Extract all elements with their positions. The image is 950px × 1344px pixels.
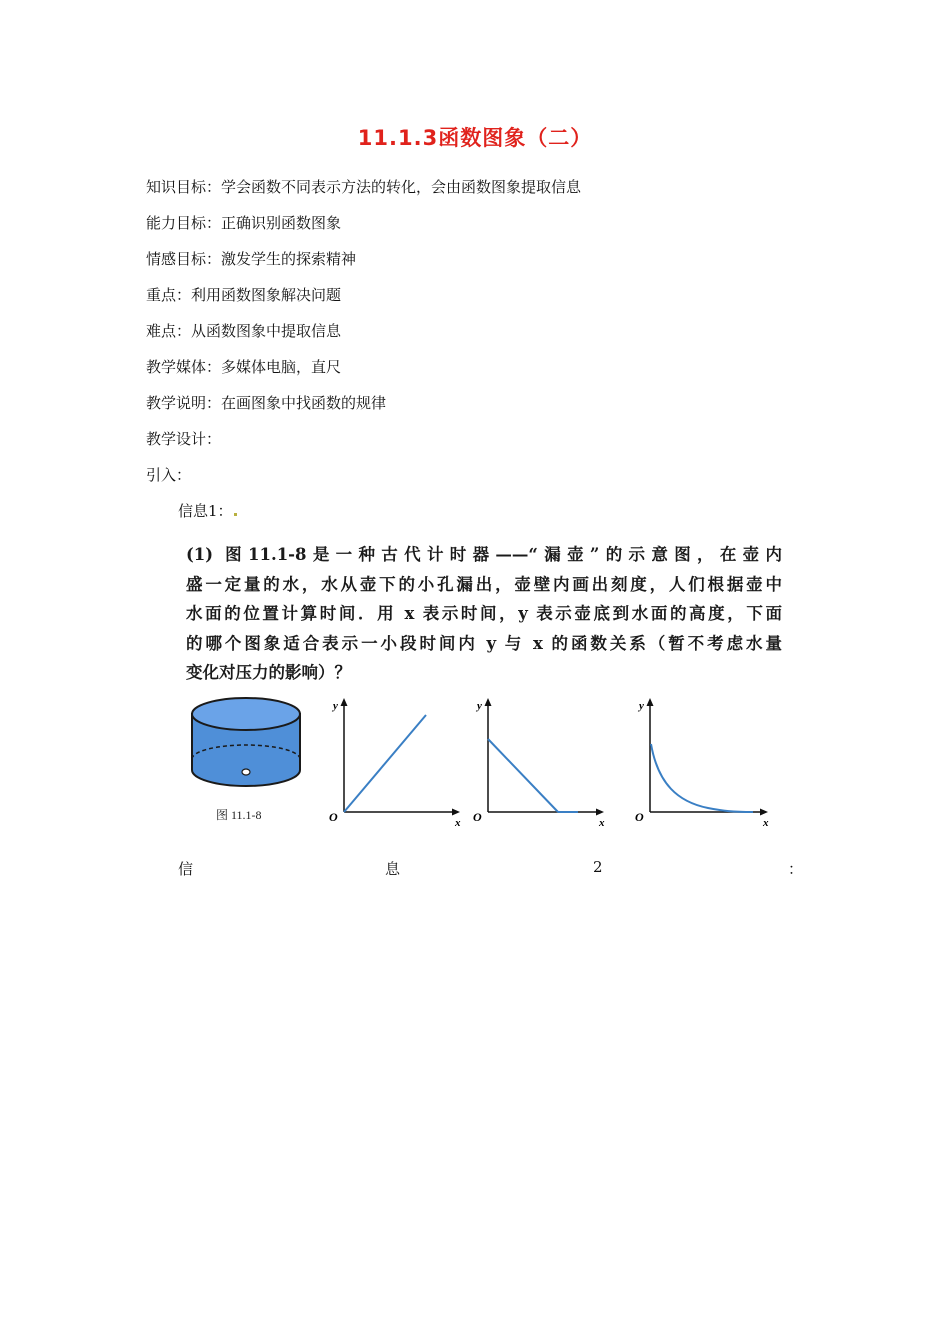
- x-axis-label: x: [763, 817, 769, 829]
- introduction: 引入：: [146, 466, 192, 484]
- y-axis-label: y: [639, 700, 644, 712]
- decreasing-line: [488, 739, 558, 812]
- problem-line: (1) 图11.1-8是一种古代计时器——“漏壶”的示意图，在壶内: [186, 545, 782, 564]
- graph-b: [473, 698, 605, 829]
- increasing-line: [344, 715, 426, 812]
- graphs-svg: [178, 534, 782, 834]
- info2-char: 息: [385, 860, 401, 878]
- teaching-design: 教学设计：: [146, 430, 222, 448]
- x-axis-label: x: [455, 817, 461, 829]
- page-title: 11.1.3函数图象（二）: [357, 126, 593, 150]
- difficult-point: 难点：从函数图象中提取信息: [146, 322, 342, 340]
- problem-figure: [178, 534, 782, 834]
- origin-label: O: [635, 810, 644, 824]
- key-point: 重点：利用函数图象解决问题: [146, 286, 342, 304]
- teaching-note: 教学说明：在画图象中找函数的规律: [146, 394, 387, 412]
- water-clock-cylinder: [192, 698, 300, 786]
- problem-line: 变化对压力的影响）？: [186, 663, 351, 682]
- info2-number: 2: [593, 858, 603, 876]
- info2-char: 信: [178, 860, 194, 878]
- info1-text: 信息1：: [178, 502, 233, 520]
- x-axis-label: x: [599, 817, 605, 829]
- emotion-goal: 情感目标：激发学生的探索精神: [146, 250, 357, 268]
- problem-line: 水面的位置计算时间．用 x 表示时间，y 表示壶底到水面的高度，下面: [186, 604, 782, 623]
- y-axis-label: y: [333, 700, 338, 712]
- origin-label: O: [329, 810, 338, 824]
- figure-caption: 图 11.1-8: [216, 808, 262, 822]
- y-axis-label: y: [477, 700, 482, 712]
- problem-line: 盛一定量的水，水从壶下的小孔漏出，壶壁内画出刻度，人们根据壶中: [186, 574, 782, 594]
- text-mark: [234, 513, 237, 516]
- teaching-media: 教学媒体：多媒体电脑，直尺: [146, 358, 342, 376]
- graph-c: [635, 698, 769, 829]
- problem-line: 的哪个图象适合表示一小段时间内 y 与 x 的函数关系（暂不考虑水量: [186, 633, 782, 653]
- origin-label: O: [473, 810, 482, 824]
- knowledge-goal: 知识目标：学会函数不同表示方法的转化，会由函数图象提取信息: [146, 178, 582, 196]
- info2-colon: ：: [788, 860, 804, 878]
- info1-label: [178, 500, 238, 521]
- graph-a: [329, 698, 461, 829]
- decay-curve: [651, 744, 753, 812]
- ability-goal: 能力目标：正确识别函数图象: [146, 214, 342, 232]
